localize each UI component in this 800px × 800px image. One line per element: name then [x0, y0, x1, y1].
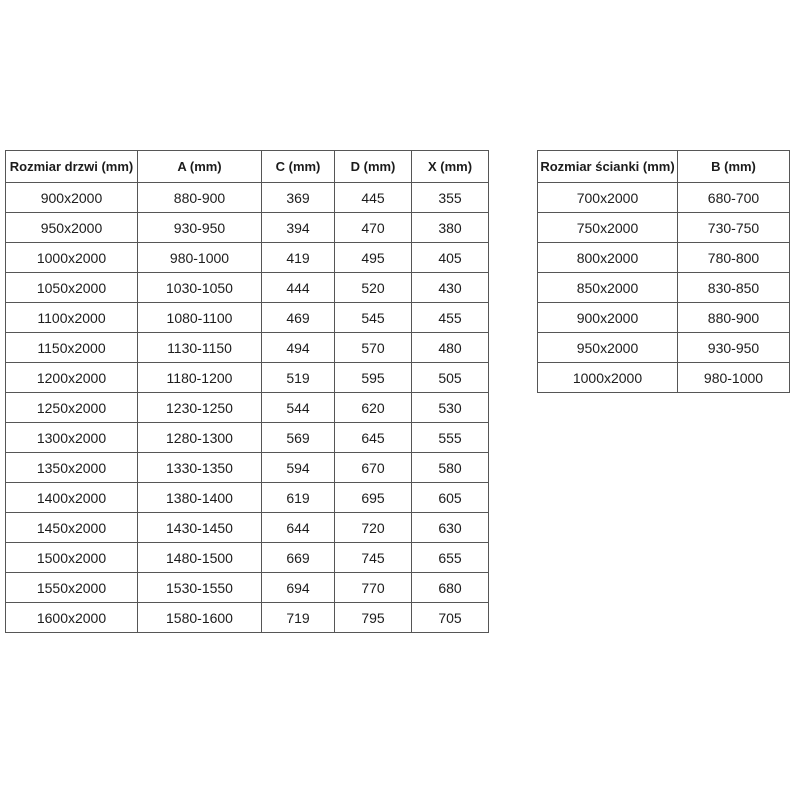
- table-row: [6, 393, 489, 423]
- table-row: [6, 423, 489, 453]
- cell: 470: [335, 213, 412, 243]
- cell: 419: [262, 243, 335, 273]
- table-row: [538, 363, 790, 393]
- table-row: [538, 273, 790, 303]
- table-row: [6, 603, 489, 633]
- cell: 445: [335, 183, 412, 213]
- cell: 780-800: [678, 243, 790, 273]
- cell: 669: [262, 543, 335, 573]
- cell: 494: [262, 333, 335, 363]
- cell: 830-850: [678, 273, 790, 303]
- table-row: [6, 333, 489, 363]
- cell: 1200x2000: [6, 363, 138, 393]
- table-row: [6, 213, 489, 243]
- table-row: [538, 183, 790, 213]
- table-row: [538, 213, 790, 243]
- column-header: Rozmiar ścianki (mm): [538, 151, 678, 183]
- cell: 900x2000: [538, 303, 678, 333]
- cell: 1300x2000: [6, 423, 138, 453]
- cell: 545: [335, 303, 412, 333]
- cell: 694: [262, 573, 335, 603]
- cell: 695: [335, 483, 412, 513]
- cell: 605: [412, 483, 489, 513]
- cell: 1250x2000: [6, 393, 138, 423]
- cell: 1350x2000: [6, 453, 138, 483]
- cell: 1550x2000: [6, 573, 138, 603]
- cell: 1480-1500: [138, 543, 262, 573]
- cell: 1580-1600: [138, 603, 262, 633]
- cell: 1150x2000: [6, 333, 138, 363]
- cell: 1080-1100: [138, 303, 262, 333]
- table-row: [6, 183, 489, 213]
- cell: 555: [412, 423, 489, 453]
- cell: 950x2000: [6, 213, 138, 243]
- cell: 380: [412, 213, 489, 243]
- table-row: [6, 483, 489, 513]
- cell: 1600x2000: [6, 603, 138, 633]
- cell: 745: [335, 543, 412, 573]
- cell: 1330-1350: [138, 453, 262, 483]
- cell: 680-700: [678, 183, 790, 213]
- cell: 1100x2000: [6, 303, 138, 333]
- cell: 930-950: [138, 213, 262, 243]
- column-header: Rozmiar drzwi (mm): [6, 151, 138, 183]
- cell: 469: [262, 303, 335, 333]
- cell: 505: [412, 363, 489, 393]
- cell: 980-1000: [678, 363, 790, 393]
- cell: 444: [262, 273, 335, 303]
- cell: 950x2000: [538, 333, 678, 363]
- column-header: X (mm): [412, 151, 489, 183]
- cell: 700x2000: [538, 183, 678, 213]
- cell: 980-1000: [138, 243, 262, 273]
- column-header: D (mm): [335, 151, 412, 183]
- cell: 719: [262, 603, 335, 633]
- cell: 495: [335, 243, 412, 273]
- cell: 1030-1050: [138, 273, 262, 303]
- cell: 800x2000: [538, 243, 678, 273]
- cell: 1180-1200: [138, 363, 262, 393]
- cell: 455: [412, 303, 489, 333]
- cell: 519: [262, 363, 335, 393]
- cell: 880-900: [678, 303, 790, 333]
- cell: 1230-1250: [138, 393, 262, 423]
- table-row: [6, 243, 489, 273]
- table-row: [6, 303, 489, 333]
- column-header: C (mm): [262, 151, 335, 183]
- cell: 730-750: [678, 213, 790, 243]
- table-row: [538, 333, 790, 363]
- table-row: [6, 273, 489, 303]
- column-header: A (mm): [138, 151, 262, 183]
- cell: 620: [335, 393, 412, 423]
- cell: 355: [412, 183, 489, 213]
- table-row: [6, 543, 489, 573]
- cell: 480: [412, 333, 489, 363]
- column-header: B (mm): [678, 151, 790, 183]
- doors-size-table: [5, 150, 489, 633]
- cell: 1050x2000: [6, 273, 138, 303]
- cell: 795: [335, 603, 412, 633]
- cell: 670: [335, 453, 412, 483]
- cell: 1430-1450: [138, 513, 262, 543]
- table-row: [538, 243, 790, 273]
- cell: 405: [412, 243, 489, 273]
- table-row: [6, 363, 489, 393]
- cell: 750x2000: [538, 213, 678, 243]
- cell: 1000x2000: [538, 363, 678, 393]
- cell: 880-900: [138, 183, 262, 213]
- cell: 680: [412, 573, 489, 603]
- wall-size-table: [537, 150, 790, 393]
- doors-table-head: [6, 151, 489, 183]
- cell: 595: [335, 363, 412, 393]
- cell: 570: [335, 333, 412, 363]
- cell: 630: [412, 513, 489, 543]
- header-row: [6, 151, 489, 183]
- table-row: [6, 513, 489, 543]
- cell: 580: [412, 453, 489, 483]
- cell: 930-950: [678, 333, 790, 363]
- cell: 1500x2000: [6, 543, 138, 573]
- cell: 900x2000: [6, 183, 138, 213]
- wall-table-head: [538, 151, 790, 183]
- cell: 1000x2000: [6, 243, 138, 273]
- cell: 1450x2000: [6, 513, 138, 543]
- cell: 619: [262, 483, 335, 513]
- cell: 1530-1550: [138, 573, 262, 603]
- cell: 644: [262, 513, 335, 543]
- cell: 850x2000: [538, 273, 678, 303]
- cell: 594: [262, 453, 335, 483]
- cell: 1280-1300: [138, 423, 262, 453]
- table-row: [538, 303, 790, 333]
- cell: 655: [412, 543, 489, 573]
- cell: 1380-1400: [138, 483, 262, 513]
- doors-table-body: [6, 183, 489, 633]
- cell: 705: [412, 603, 489, 633]
- wall-table-body: [538, 183, 790, 393]
- cell: 530: [412, 393, 489, 423]
- cell: 569: [262, 423, 335, 453]
- cell: 430: [412, 273, 489, 303]
- cell: 1130-1150: [138, 333, 262, 363]
- table-row: [6, 573, 489, 603]
- cell: 520: [335, 273, 412, 303]
- cell: 720: [335, 513, 412, 543]
- cell: 544: [262, 393, 335, 423]
- cell: 369: [262, 183, 335, 213]
- header-row: [538, 151, 790, 183]
- cell: 645: [335, 423, 412, 453]
- cell: 1400x2000: [6, 483, 138, 513]
- cell: 394: [262, 213, 335, 243]
- table-row: [6, 453, 489, 483]
- cell: 770: [335, 573, 412, 603]
